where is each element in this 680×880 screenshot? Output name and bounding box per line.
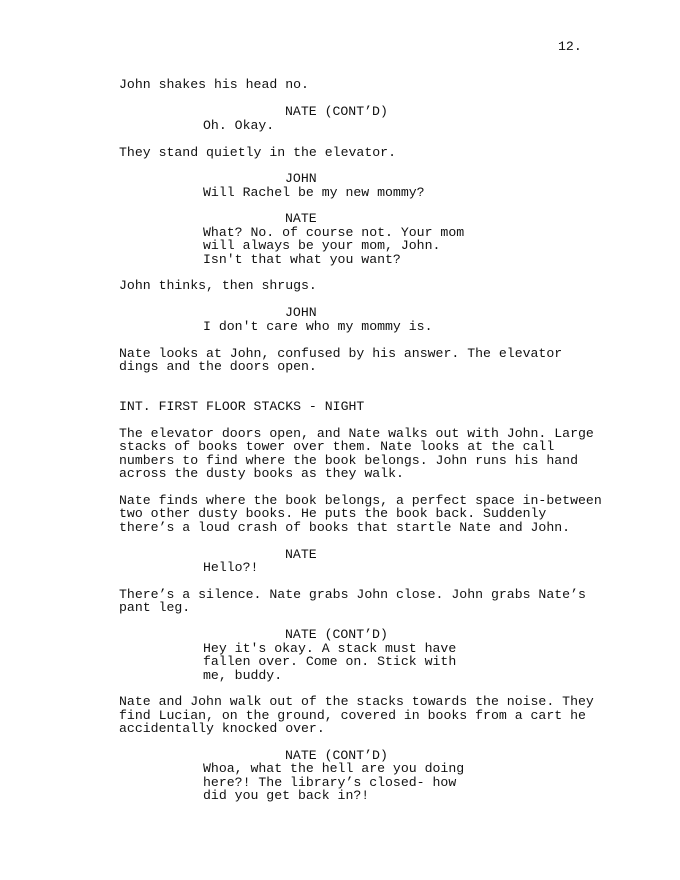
dialogue-line: I don't care who my mommy is. xyxy=(203,319,433,334)
action-line: across the dusty books as they walk. xyxy=(119,466,404,481)
character-name: NATE xyxy=(285,211,317,226)
dialogue-line: Hello?! xyxy=(203,560,259,575)
dialogue-line: What? No. of course not. Your mom xyxy=(203,225,465,240)
action-line: Nate looks at John, confused by his answer. The elevator xyxy=(119,346,563,361)
action-line: two other dusty books. He puts the book back. Suddenly xyxy=(119,506,547,521)
action-line: Nate and John walk out of the stacks towards the noise. They xyxy=(119,694,594,709)
action-line: John shakes his head no. xyxy=(119,77,309,92)
dialogue-line: fallen over. Come on. Stick with xyxy=(203,654,457,669)
character-name: NATE xyxy=(285,547,317,562)
dialogue-line: me, buddy. xyxy=(203,668,283,683)
character-name: NATE (CONT’D) xyxy=(285,627,388,642)
dialogue-line: will always be your mom, John. xyxy=(203,238,441,253)
action-line: dings and the doors open. xyxy=(119,359,317,374)
character-name: JOHN xyxy=(285,171,317,186)
dialogue-line: Will Rachel be my new mommy? xyxy=(203,185,425,200)
dialogue-line: Oh. Okay. xyxy=(203,118,275,133)
action-line: Nate finds where the book belongs, a perfect space in-between xyxy=(119,493,602,508)
dialogue-line: Hey it's okay. A stack must have xyxy=(203,641,457,656)
action-line: pant leg. xyxy=(119,600,191,615)
action-line: There’s a silence. Nate grabs John close. John grabs Nate’s xyxy=(119,587,586,602)
action-line: stacks of books tower over them. Nate looks at the call xyxy=(119,439,555,454)
dialogue-line: here?! The library’s closed- how xyxy=(203,775,457,790)
character-name: NATE (CONT’D) xyxy=(285,748,388,763)
dialogue-line: Isn't that what you want? xyxy=(203,252,401,267)
dialogue-line: did you get back in?! xyxy=(203,788,370,803)
action-line: accidentally knocked over. xyxy=(119,721,325,736)
character-name: NATE (CONT’D) xyxy=(285,104,388,119)
scene-heading: INT. FIRST FLOOR STACKS - NIGHT xyxy=(119,399,365,414)
action-line: numbers to find where the book belongs. John runs his hand xyxy=(119,453,578,468)
page-number: 12. xyxy=(558,39,582,54)
action-line: John thinks, then shrugs. xyxy=(119,278,317,293)
dialogue-line: Whoa, what the hell are you doing xyxy=(203,761,465,776)
action-line: They stand quietly in the elevator. xyxy=(119,145,396,160)
action-line: The elevator doors open, and Nate walks out with John. Large xyxy=(119,426,594,441)
character-name: JOHN xyxy=(285,305,317,320)
action-line: find Lucian, on the ground, covered in books from a cart he xyxy=(119,708,586,723)
action-line: there’s a loud crash of books that startle Nate and John. xyxy=(119,520,571,535)
